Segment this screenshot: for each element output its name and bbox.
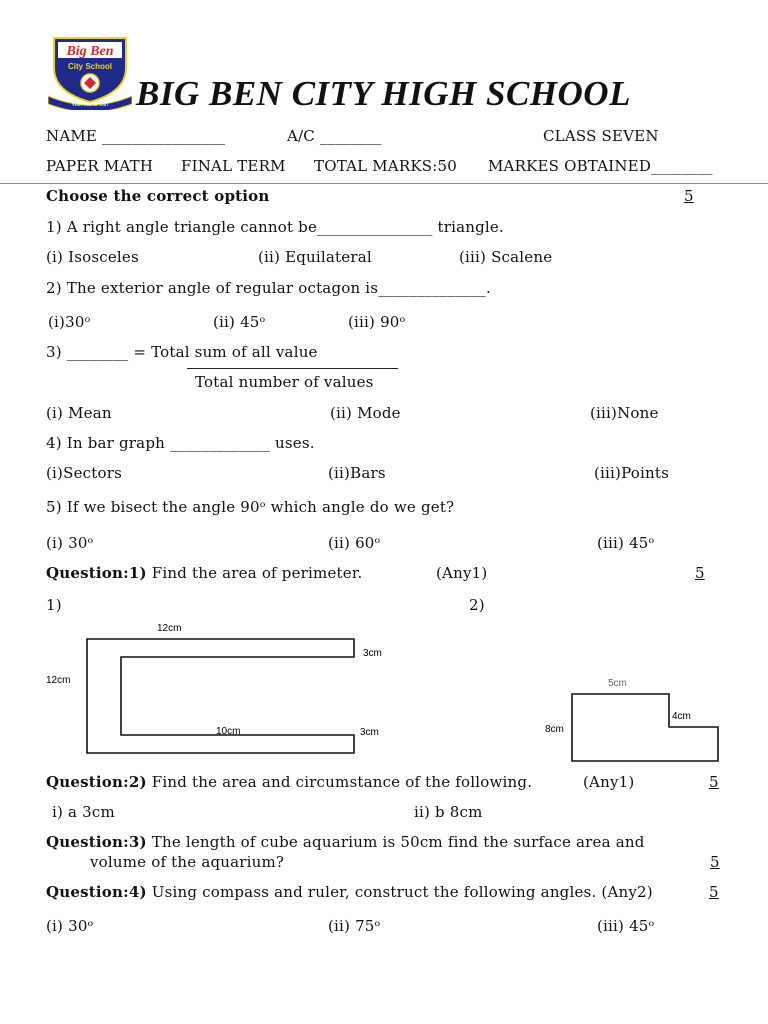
mcq-q1-option: (i) Isosceles [46,248,139,266]
mcq-q3: 3) ________ = Total sum of all value [46,343,318,361]
question2 [46,773,532,791]
figure2-step-label: 4cm [672,711,691,722]
figure1-right-bottom-label: 3cm [360,727,379,738]
paper-field: PAPER MATH [46,157,154,175]
question2-any: (Any1) [583,773,635,791]
mcq-q1: 1) A right angle triangle cannot be_______________ triangle. [46,218,504,236]
logo-bottom-text: City School [67,62,113,71]
question1-text: Find the area of perimeter. [146,564,363,582]
figure2-top-label: 5cm [608,678,627,689]
question3-label: Question:3) [46,833,147,851]
question4-text: Using compass and ruler, construct the following angles. (Any2) [146,883,653,901]
mcq-marks: 5 [684,187,694,205]
mcq-q5-option: (iii) 45ᵒ [597,534,655,552]
question4-option: (iii) 45ᵒ [597,917,655,935]
school-logo [48,34,132,110]
figure2-label: 2) [469,596,485,614]
question3-line2: volume of the aquarium? [90,853,285,871]
question1-marks: 5 [695,564,705,582]
mcq-q4-option: (i)Sectors [46,464,122,482]
question4-marks: 5 [709,883,719,901]
question4 [46,883,653,901]
question2-option: ii) b 8cm [414,803,483,821]
mcq-q3-option: (ii) Mode [330,404,401,422]
question4-option: (ii) 75ᵒ [328,917,381,935]
class-field: CLASS SEVEN [543,127,659,145]
mcq-q3-option: (iii)None [590,404,659,422]
question1-label: Question:1) [46,564,147,582]
logo-top-text: Big Ben [66,44,114,59]
figure2-l-shape [540,672,730,768]
mcq-q4-option: (ii)Bars [328,464,386,482]
mcq-q5: 5) If we bisect the angle 90ᵒ which angle do we get? [46,498,455,516]
figure1-top-label: 12cm [157,623,182,634]
figure2-left-label: 8cm [545,724,564,735]
mcq-q1-option: (iii) Scalene [459,248,553,266]
ac-field: A/C ________ [287,127,382,145]
question4-option: (i) 30ᵒ [46,917,94,935]
mcq-q4-option: (iii)Points [594,464,669,482]
logo-ribbon-text: Wah Kamar Lan [72,102,108,108]
mcq-q5-option: (ii) 60ᵒ [328,534,381,552]
name-field: NAME ________________ [46,127,226,145]
figure1-inner-label: 10cm [216,726,241,737]
figure1-label: 1) [46,596,62,614]
figure1-right-top-label: 3cm [363,648,382,659]
mcq-q3-denominator: Total number of values [195,373,374,391]
mcq-q5-option: (i) 30ᵒ [46,534,94,552]
question3 [46,833,645,851]
school-name: BIG BEN CITY HIGH SCHOOL [136,74,631,113]
question1-any: (Any1) [436,564,488,582]
mcq-q2-option: (i)30ᵒ [48,313,91,331]
term-field: FINAL TERM [181,157,286,175]
mcq-q3-option: (i) Mean [46,404,112,422]
question1 [46,564,363,582]
mcq-q2-option: (ii) 45ᵒ [213,313,266,331]
fraction-line [187,368,398,369]
total-marks: TOTAL MARKS:50 [314,157,457,175]
question2-option: i) a 3cm [52,803,115,821]
question3-text: The length of cube aquarium is 50cm find the surface area and [146,833,645,851]
question2-text: Find the area and circumstance of the following. [146,773,533,791]
mcq-heading: Choose the correct option [46,187,270,205]
mcq-q4: 4) In bar graph _____________ uses. [46,434,315,452]
figure1-c-shape [40,615,400,765]
question3-marks: 5 [710,853,720,871]
question2-label: Question:2) [46,773,147,791]
mcq-q2-option: (iii) 90ᵒ [348,313,406,331]
question2-marks: 5 [709,773,719,791]
mcq-q2: 2) The exterior angle of regular octagon is______________. [46,279,491,297]
figure1-left-label: 12cm [46,675,71,686]
mcq-q1-option: (ii) Equilateral [258,248,372,266]
question4-label: Question:4) [46,883,147,901]
marks-obtained: MARKES OBTAINED________ [488,157,713,175]
header-divider [0,183,768,184]
